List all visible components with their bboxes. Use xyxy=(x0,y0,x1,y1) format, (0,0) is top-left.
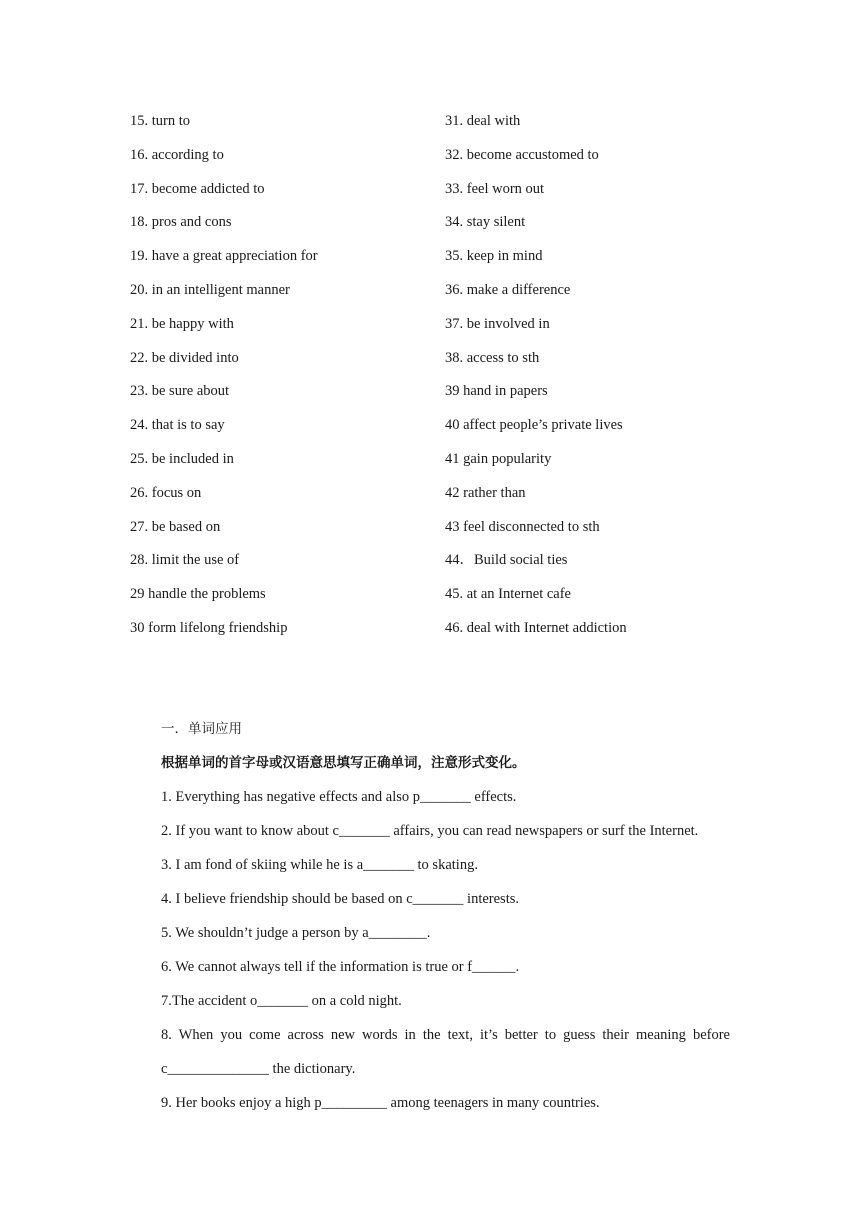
phrase-list xyxy=(130,111,730,652)
phrase-item: 21. be happy with xyxy=(130,315,234,332)
phrase-item: 29 handle the problems xyxy=(130,586,266,603)
section-title: 一．单词应用 xyxy=(161,721,242,737)
phrase-item: 32. become accustomed to xyxy=(445,146,599,163)
phrase-item: 26. focus on xyxy=(130,484,202,501)
question-item: 9. Her books enjoy a high p_________ among teenagers in many countries. xyxy=(161,1095,600,1111)
phrase-item: 18. pros and cons xyxy=(130,214,232,231)
question-item: 5. We shouldn’t judge a person by a________. xyxy=(161,925,431,941)
phrase-item: 38. access to sth xyxy=(445,349,540,366)
question-item: 3. I am fond of skiing while he is a_______ to skating. xyxy=(161,857,478,873)
phrase-item: 16. according to xyxy=(130,146,224,163)
phrase-item: 19. have a great appreciation for xyxy=(130,248,318,265)
phrase-item: 34. stay silent xyxy=(445,214,526,231)
phrase-item: 25. be included in xyxy=(130,450,234,467)
phrase-item: 35. keep in mind xyxy=(445,248,543,265)
phrase-item: 22. be divided into xyxy=(130,349,239,366)
question-item: 6. We cannot always tell if the information is true or f______. xyxy=(161,959,520,975)
phrase-item: 41 gain popularity xyxy=(445,450,552,467)
question-item: 7.The accident o_______ on a cold night. xyxy=(161,993,402,1009)
phrase-item: 45. at an Internet cafe xyxy=(445,586,571,603)
phrase-item: 37. be involved in xyxy=(445,315,550,332)
phrase-item: 31. deal with xyxy=(445,113,521,129)
phrase-item: 43 feel disconnected to sth xyxy=(445,518,600,535)
phrase-item: 28. limit the use of xyxy=(130,552,240,569)
phrase-item: 20. in an intelligent manner xyxy=(130,281,290,298)
phrase-item: 40 affect people’s private lives xyxy=(445,417,623,434)
phrase-column-right xyxy=(445,111,730,652)
phrase-item: 39 hand in papers xyxy=(445,383,548,400)
question-item: 4. I believe friendship should be based on c_______ interests. xyxy=(161,891,519,907)
phrase-item: 23. be sure about xyxy=(130,383,230,400)
phrase-item: 15. turn to xyxy=(130,113,191,129)
phrase-item: 30 form lifelong friendship xyxy=(130,619,288,636)
exercise-section xyxy=(161,719,730,1127)
question-item: 2. If you want to know about c_______ affairs, you can read newspapers or surf the Internet. xyxy=(161,823,699,839)
instruction-text: 根据单词的首字母或汉语意思填写正确单词，注意形式变化。 xyxy=(161,755,526,771)
phrase-item: 33. feel worn out xyxy=(445,180,545,197)
phrase-item: 24. that is to say xyxy=(130,417,225,434)
phrase-item: 42 rather than xyxy=(445,484,526,501)
phrase-item: 27. be based on xyxy=(130,518,221,535)
phrase-item: 44．Build social ties xyxy=(445,552,568,569)
phrase-item: 36. make a difference xyxy=(445,281,571,298)
phrase-item: 46. deal with Internet addiction xyxy=(445,619,627,636)
phrase-item: 17. become addicted to xyxy=(130,180,265,197)
question-item: 1. Everything has negative effects and also p_______ effects. xyxy=(161,789,517,805)
phrase-column-left xyxy=(130,111,445,652)
question-item: 8. When you come across new words in the text, it’s better to guess their meaning before c______________ the dictionary. xyxy=(161,1027,730,1077)
